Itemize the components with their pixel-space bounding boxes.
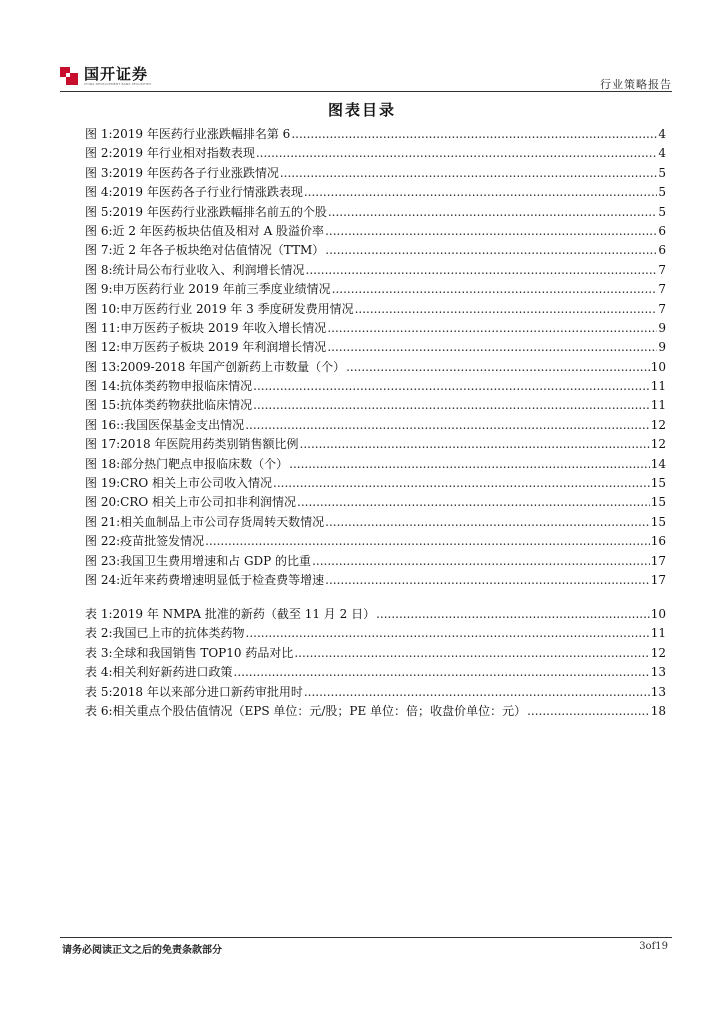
figure-entry-page: 4 <box>658 127 666 141</box>
figure-entry-label: 图 21: <box>85 514 121 529</box>
table-entry-page: 12 <box>650 645 666 660</box>
figure-entry-label: 图 2: <box>85 146 113 161</box>
figure-entry-page: 9 <box>658 340 666 355</box>
dot-leader <box>325 222 657 241</box>
table-entry[interactable] <box>85 624 666 643</box>
dot-leader <box>246 624 650 643</box>
figure-entry[interactable] <box>85 435 666 454</box>
figure-list <box>85 125 666 590</box>
table-entry-page: 11 <box>650 626 666 641</box>
figure-entry-label: 图 7: <box>85 243 113 258</box>
table-entry[interactable] <box>85 605 666 624</box>
logo-name: 国开证券 <box>84 65 149 83</box>
figure-entry-label: 图 3: <box>85 165 113 180</box>
figure-entry[interactable] <box>85 222 666 241</box>
figure-entry[interactable] <box>85 319 666 338</box>
figure-entry[interactable] <box>85 377 666 396</box>
figure-entry-title: 2019 年医药各子行业行情涨跌表现 <box>112 185 303 200</box>
table-entry[interactable] <box>85 683 666 702</box>
figure-entry-label: 图 1: <box>85 127 113 141</box>
figure-entry[interactable] <box>85 125 666 144</box>
figure-entry-title: CRO 相关上市公司收入情况 <box>120 476 273 491</box>
figure-entry[interactable] <box>85 416 666 435</box>
figure-entry-label: 图 17: <box>85 437 121 452</box>
dot-leader <box>346 358 650 377</box>
table-entry-title: 全球和我国销售 TOP10 药品对比 <box>112 645 294 660</box>
disclaimer: 请务必阅读正文之后的免责条款部分 <box>62 945 222 956</box>
figure-entry[interactable] <box>85 183 666 202</box>
dot-leader <box>205 532 650 551</box>
figure-entry-page: 11 <box>650 379 666 394</box>
dot-leader <box>312 552 650 571</box>
dot-leader <box>280 164 658 183</box>
footer-divider <box>60 937 672 938</box>
figure-entry-page: 17 <box>650 553 666 568</box>
table-entry-title: 我国已上市的抗体类药物 <box>112 626 245 641</box>
figure-entry-page: 15 <box>650 514 666 529</box>
dot-leader <box>253 396 650 415</box>
table-entry-title: 相关重点个股估值情况（EPS 单位：元/股；PE 单位：倍；收盘价单位：元） <box>112 703 527 718</box>
dot-leader <box>289 455 650 474</box>
figure-entry-label: 图 23: <box>85 553 121 568</box>
figure-entry-title: 相关血制品上市公司存货周转天数情况 <box>120 514 325 529</box>
figure-entry-page: 4 <box>658 146 666 161</box>
dot-leader <box>291 125 657 144</box>
figure-entry-label: 图 5: <box>85 204 113 219</box>
figure-entry-label: 图 8: <box>85 262 113 277</box>
header-divider <box>60 91 672 92</box>
figure-entry-page: 5 <box>658 204 666 219</box>
dot-leader <box>376 605 650 624</box>
figure-entry-page: 7 <box>658 262 666 277</box>
figure-entry-title: 抗体类药物申报临床情况 <box>120 379 253 394</box>
table-entry-title: 2019 年 NMPA 批准的新药（截至 11 月 2 日） <box>112 607 376 621</box>
figure-entry-title: 申万医药子板块 2019 年收入增长情况 <box>120 320 327 335</box>
figure-entry[interactable] <box>85 474 666 493</box>
figure-entry-label: 图 13: <box>85 359 121 374</box>
table-entry[interactable] <box>85 663 666 682</box>
figure-entry-page: 7 <box>658 282 666 297</box>
dot-leader <box>256 144 658 163</box>
table-entry-page: 13 <box>650 684 666 699</box>
figure-entry-label: 图 24: <box>85 572 121 587</box>
dot-leader <box>327 338 657 357</box>
table-entry[interactable] <box>85 702 666 721</box>
figure-entry-title: :我国医保基金支出情况 <box>120 417 245 432</box>
figure-entry-label: 图 14: <box>85 379 121 394</box>
table-entry-label: 表 3: <box>85 645 113 660</box>
figure-entry-title: 近 2 年医药板块估值及相对 A 股溢价率 <box>112 223 325 238</box>
logo-subtitle: CHINA DEVELOPMENT BANK SECURITIES <box>84 82 152 86</box>
figure-entry-page: 6 <box>658 243 666 258</box>
figure-entry-page: 5 <box>658 185 666 200</box>
figure-entry[interactable] <box>85 261 666 280</box>
table-entry-label: 表 1: <box>85 607 113 621</box>
figure-entry-label: 图 10: <box>85 301 121 316</box>
table-entry[interactable] <box>85 644 666 663</box>
dot-leader <box>325 571 650 590</box>
figure-entry-title: 2009-2018 年国产创新药上市数量（个） <box>120 359 346 374</box>
figure-entry-page: 12 <box>650 437 666 452</box>
figure-entry-label: 图 19: <box>85 476 121 491</box>
figure-entry-label: 图 20: <box>85 495 121 510</box>
dot-leader <box>306 261 658 280</box>
figure-entry-title: 2018 年医院用药类别销售额比例 <box>120 437 299 452</box>
dot-leader <box>355 300 658 319</box>
page-number: 3of19 <box>639 941 668 952</box>
figure-entry[interactable] <box>85 493 666 512</box>
figure-entry-page: 15 <box>650 476 666 491</box>
table-entry-title: 2018 年以来部分进口新药审批用时 <box>112 684 303 699</box>
figure-entry-page: 14 <box>650 456 666 471</box>
figure-entry-page: 10 <box>650 359 666 374</box>
table-list <box>85 605 666 721</box>
figure-entry-title: 疫苗批签发情况 <box>120 534 205 549</box>
dot-leader <box>273 474 650 493</box>
figure-entry-label: 图 6: <box>85 223 113 238</box>
figure-entry[interactable] <box>85 455 666 474</box>
report-type: 行业策略报告 <box>600 78 672 91</box>
dot-leader <box>327 319 657 338</box>
figure-entry[interactable] <box>85 396 666 415</box>
figure-entry-label: 图 22: <box>85 534 121 549</box>
figure-entry-label: 图 15: <box>85 398 121 413</box>
figure-entry-label: 图 11: <box>85 320 121 335</box>
figure-entry-title: 抗体类药物获批临床情况 <box>120 398 253 413</box>
dot-leader <box>325 513 650 532</box>
figure-entry[interactable] <box>85 513 666 532</box>
figure-entry-page: 6 <box>658 223 666 238</box>
page-title: 图表目录 <box>327 101 396 119</box>
dot-leader <box>304 683 650 702</box>
page-header <box>60 60 672 92</box>
figure-entry-title: CRO 相关上市公司扣非利润情况 <box>120 495 297 510</box>
figure-entry[interactable] <box>85 300 666 319</box>
table-entry-title: 相关利好新药进口政策 <box>112 665 233 680</box>
figure-entry-title: 申万医药行业 2019 年前三季度业绩情况 <box>112 282 331 297</box>
dot-leader <box>253 377 650 396</box>
figure-entry-title: 2019 年医药各子行业涨跌情况 <box>112 165 279 180</box>
figure-entry-label: 图 12: <box>85 340 121 355</box>
figure-entry-title: 2019 年行业相对指数表现 <box>112 146 255 161</box>
dot-leader <box>527 702 650 721</box>
figure-entry-title: 2019 年医药行业涨跌幅排名前五的个股 <box>112 204 327 219</box>
figure-entry-title: 申万医药行业 2019 年 3 季度研发费用情况 <box>120 301 354 316</box>
figure-entry[interactable] <box>85 280 666 299</box>
figure-entry[interactable] <box>85 144 666 163</box>
logo-mark-icon <box>60 67 78 85</box>
figure-entry-page: 17 <box>650 572 666 587</box>
figure-entry-title: 近年来药费增速明显低于检查费等增速 <box>120 572 325 587</box>
figure-entry-label: 图 4: <box>85 185 113 200</box>
figure-entry[interactable] <box>85 358 666 377</box>
figure-entry-title: 近 2 年各子板块绝对估值情况（TTM） <box>112 243 325 258</box>
figure-entry-page: 5 <box>658 165 666 180</box>
dot-leader <box>328 203 658 222</box>
table-entry-page: 18 <box>650 703 666 718</box>
dot-leader <box>245 416 650 435</box>
figure-entry-title: 统计局公布行业收入、利润增长情况 <box>112 262 305 277</box>
figure-entry-title: 部分热门靶点申报临床数（个） <box>120 456 289 471</box>
dot-leader <box>234 663 650 682</box>
figure-entry[interactable] <box>85 532 666 551</box>
figure-entry-page: 15 <box>650 495 666 510</box>
dot-leader <box>304 183 658 202</box>
figure-entry[interactable] <box>85 241 666 260</box>
figure-entry[interactable] <box>85 338 666 357</box>
table-entry-label: 表 6: <box>85 703 113 718</box>
figure-entry-label: 图 9: <box>85 282 113 297</box>
figure-entry[interactable] <box>85 203 666 222</box>
table-entry-label: 表 4: <box>85 665 113 680</box>
figure-entry-label: 图 18: <box>85 456 121 471</box>
table-entry-page: 10 <box>650 607 666 621</box>
figure-entry-page: 11 <box>650 398 666 413</box>
figure-entry-title: 2019 年医药行业涨跌幅排名第 6 <box>112 127 291 141</box>
figure-entry-page: 7 <box>658 301 666 316</box>
figure-entry[interactable] <box>85 164 666 183</box>
figure-entry-title: 我国卫生费用增速和占 GDP 的比重 <box>120 553 312 568</box>
figure-entry[interactable] <box>85 571 666 590</box>
figure-entry-page: 9 <box>658 320 666 335</box>
table-entry-label: 表 2: <box>85 626 113 641</box>
dot-leader <box>332 280 658 299</box>
dot-leader <box>294 644 649 663</box>
dot-leader <box>300 435 650 454</box>
figure-entry-title: 申万医药子板块 2019 年利润增长情况 <box>120 340 327 355</box>
figure-entry-label: 图 16: <box>85 417 121 432</box>
table-entry-label: 表 5: <box>85 684 113 699</box>
figure-entry-page: 12 <box>650 417 666 432</box>
figure-entry-page: 16 <box>650 534 666 549</box>
company-logo <box>60 66 151 90</box>
figure-entry[interactable] <box>85 552 666 571</box>
dot-leader <box>297 493 650 512</box>
table-entry-page: 13 <box>650 665 666 680</box>
dot-leader <box>325 241 657 260</box>
